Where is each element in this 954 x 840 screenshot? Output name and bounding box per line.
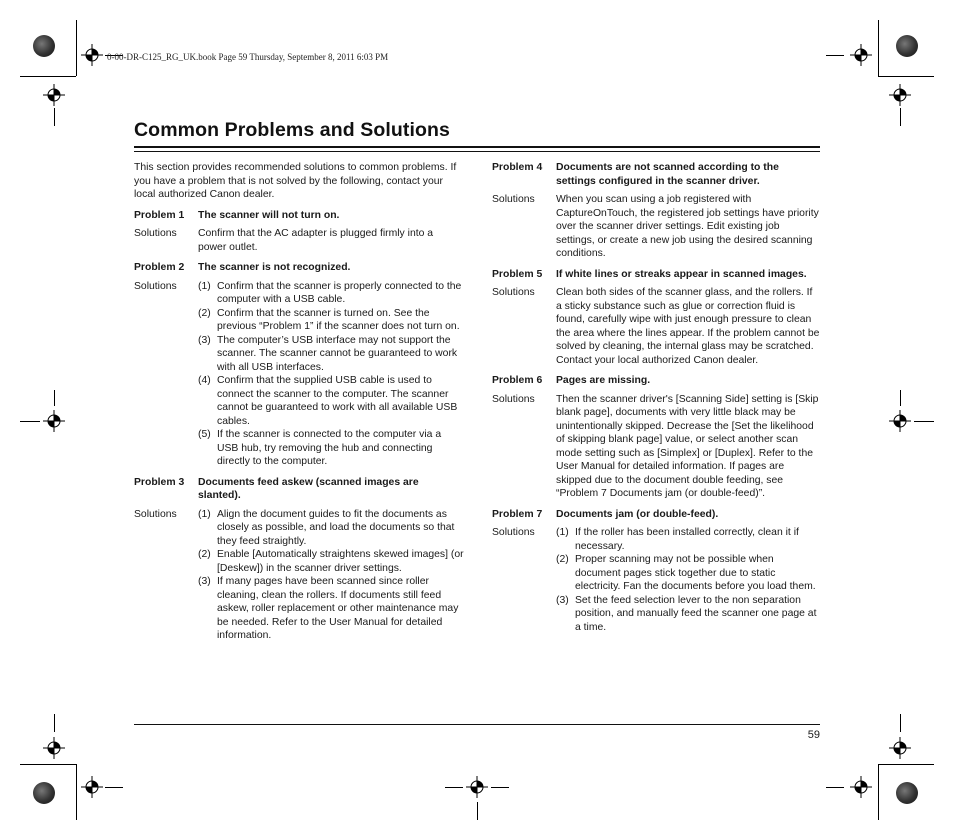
item-number: (3) [198,334,211,346]
problem-heading [492,268,820,282]
solutions-block [134,280,464,469]
solutions-block [492,193,820,261]
registration-mark-icon [81,776,103,798]
list-item [556,594,820,635]
problem-label: Problem 6 [492,375,543,386]
problem-label: Problem 1 [134,209,185,221]
problem-text: Documents are not scanned according to the settings configured in the scanner driver. [556,162,779,187]
list-item [198,575,464,643]
solutions-block [134,508,464,643]
solution-list [198,280,464,469]
crop-mark [445,787,463,788]
problem-heading [492,161,820,188]
crop-mark [826,787,844,788]
crop-mark [900,714,901,732]
problem-heading [134,261,464,275]
solutions-block [492,526,820,634]
footer-rule [134,724,820,725]
color-sphere-icon [896,35,918,57]
item-text: If the scanner is connected to the computer via a USB hub, try removing the hub and connecting directly to the computer. [217,429,442,467]
crop-mark [477,802,478,820]
crop-mark [20,421,40,422]
crop-mark [900,390,901,406]
color-sphere-icon [33,35,55,57]
item-number: (3) [198,576,211,587]
item-text: Confirm that the scanner is properly connected to the computer with a USB cable. [217,280,462,305]
solutions-label: Solutions [134,280,177,292]
solution-list [198,508,464,643]
crop-mark [491,787,509,788]
solutions-label: Solutions [492,287,535,298]
solutions-block [492,393,820,501]
item-number: (3) [556,594,569,606]
item-number: (1) [556,527,569,538]
item-text: Enable [Automatically straightens skewed images] (or [Deskew]) in the scanner driver settings. [217,549,464,574]
list-item [556,526,820,553]
list-item [198,280,464,307]
crop-mark [20,76,76,77]
list-item [198,428,464,469]
list-item [198,334,464,375]
crop-mark [878,764,934,765]
problem-label: Problem 4 [492,162,543,173]
solutions-label: Solutions [492,527,535,538]
right-column [492,161,820,634]
item-number: (5) [198,429,211,440]
solution-text: Then the scanner driver's [Scanning Side] setting is [Skip blank page], documents with very little black may be unintentionally skipped. Decrease the [Set the likelihood of skipping blank page] value, or select another scan mode setting such as [Simplex] or [Duplex]. Refer to the User Manual for detailed information. If pages are skipped due to the document double feeding, see “Problem 7 Documents jam (or double-feed)”. [556,393,819,499]
solutions-label: Solutions [134,228,177,239]
crop-mark [826,55,844,56]
list-item [198,548,464,575]
problem-text: Pages are missing. [556,375,651,386]
problem-text: If white lines or streaks appear in scanned images. [556,268,807,280]
crop-mark [76,20,77,76]
item-number: (2) [198,549,211,560]
solution-text: When you scan using a job registered with CaptureOnTouch, the registered job settings have priority over the scanner driver settings. Edit existing job settings, or create a new job using the desired scanning conditions. [556,194,819,259]
page-title: Common Problems and Solutions [134,119,451,141]
registration-mark-icon [850,44,872,66]
item-text: If many pages have been scanned since roller cleaning, clean the rollers. If documents still feed askew, roller replacement or other maintenance may be needed. Refer to the User Manual for detailed information. [217,576,459,641]
intro-paragraph: This section provides recommended solutions to common problems. If you have a problem that is not solved by the following, contact your local authorized Canon dealer. [134,162,457,200]
registration-mark-icon [889,84,911,106]
registration-mark-icon [466,776,488,798]
item-text: Set the feed selection lever to the non separation position, and manually feed the scanner one page at a time. [575,594,817,633]
crop-mark [54,108,55,126]
title-rule [134,146,820,148]
item-text: Confirm that the scanner is turned on. See the previous “Problem 1” if the scanner does not turn on. [217,307,460,332]
problem-label: Problem 7 [492,508,543,520]
crop-mark [914,421,934,422]
registration-mark-icon [850,776,872,798]
book-header: 0-00-DR-C125_RG_UK.book Page 59 Thursday, September 8, 2011 6:03 PM [107,52,389,62]
solutions-block [492,286,820,367]
problem-heading [134,476,464,503]
problem-label: Problem 5 [492,268,543,280]
problem-text: The scanner will not turn on. [198,209,340,221]
registration-mark-icon [889,737,911,759]
problem-text: The scanner is not recognized. [198,262,351,273]
crop-mark [76,764,77,820]
list-item [198,307,464,334]
registration-mark-icon [43,410,65,432]
list-item [556,553,820,594]
page-number: 59 [807,729,820,741]
solution-text: Confirm that the AC adapter is plugged firmly into a power outlet. [198,228,434,253]
solutions-label: Solutions [134,508,177,520]
crop-mark [20,764,76,765]
item-text: Proper scanning may not be possible when document pages stick together due to static electricity. Fan the documents before you load them. [575,554,816,592]
list-item [198,374,464,428]
solution-list [556,526,820,634]
problem-heading [492,508,820,522]
crop-mark [105,787,123,788]
crop-mark [900,108,901,126]
problem-text: Documents feed askew (scanned images are slanted). [198,476,419,501]
solutions-label: Solutions [492,393,535,405]
registration-mark-icon [43,737,65,759]
item-text: Confirm that the supplied USB cable is used to connect the scanner to the computer. The scanner cannot be guaranteed to work with all available USB cables. [217,375,458,427]
solutions-block [134,227,464,254]
item-text: Align the document guides to fit the documents as closely as possible, and load the documents so that they feed straightly. [217,508,455,547]
color-sphere-icon [33,782,55,804]
crop-mark [878,764,879,820]
crop-mark [54,714,55,732]
problem-heading [134,209,464,223]
item-number: (1) [198,280,211,292]
crop-mark [878,76,934,77]
registration-mark-icon [889,410,911,432]
item-number: (1) [198,508,211,520]
item-number: (2) [556,554,569,565]
color-sphere-icon [896,782,918,804]
item-text: The computer’s USB interface may not support the scanner. The scanner cannot be guaranteed to work with all USB interfaces. [217,334,458,373]
problem-heading [492,374,820,388]
item-number: (4) [198,375,211,386]
registration-mark-icon [43,84,65,106]
title-rule [134,151,820,152]
crop-mark [54,390,55,406]
item-number: (2) [198,307,211,319]
list-item [198,508,464,549]
problem-text: Documents jam (or double-feed). [556,508,719,520]
solution-text: Clean both sides of the scanner glass, and the rollers. If a sticky substance such as glue or correction fluid is found, carefully wipe with just enough pressure to clean the area where the lines appear. If the problem cannot be solved by cleaning, the internal glass may be scratched. Contact your local authorized Canon dealer. [556,287,820,366]
registration-mark-icon [81,44,103,66]
crop-mark [878,20,879,76]
item-text: If the roller has been installed correctly, clean it if necessary. [575,527,799,552]
problem-label: Problem 3 [134,476,185,488]
solutions-label: Solutions [492,194,535,205]
problem-label: Problem 2 [134,262,185,273]
left-column [134,161,464,643]
